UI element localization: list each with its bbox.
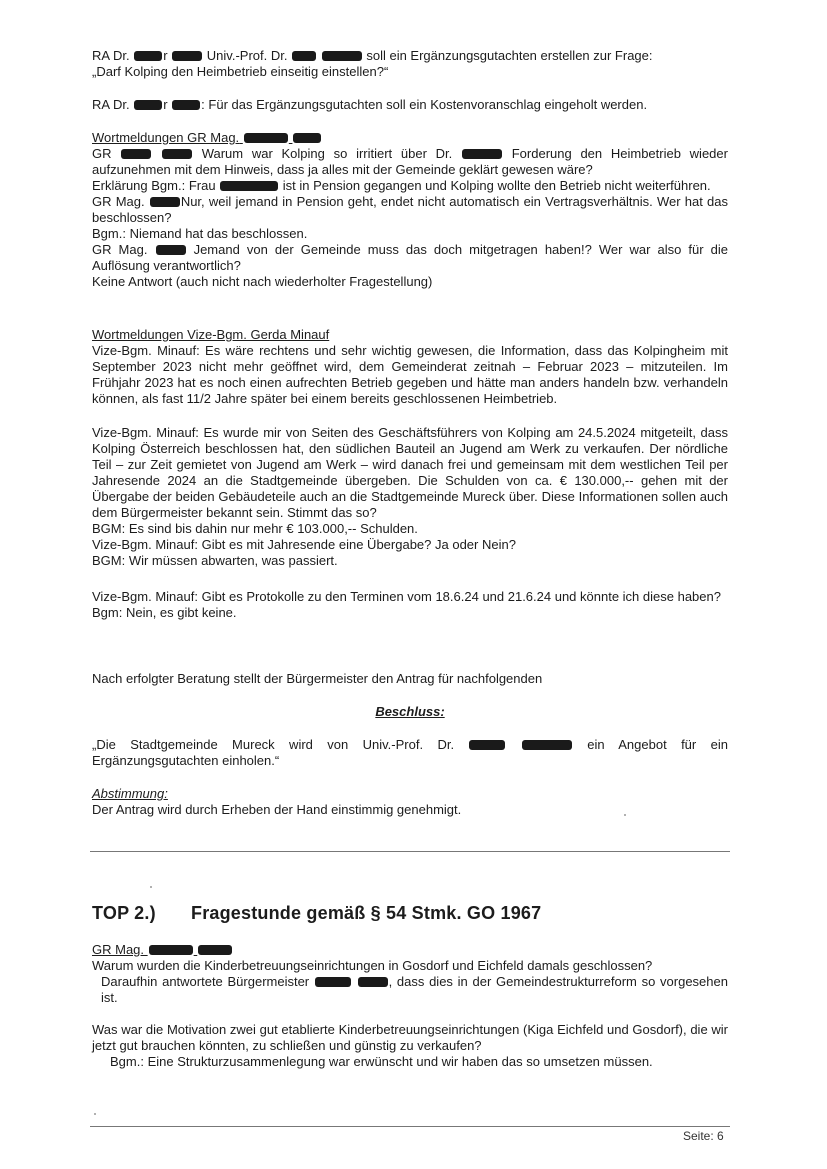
ra-paragraph-2 xyxy=(92,97,728,113)
text: ist in Pension gegangen und Kolping wollte den Betrieb nicht weiterführen. xyxy=(282,178,711,193)
text: : Für das Ergänzungsgutachten soll ein Kostenvoranschlag eingeholt werden. xyxy=(201,97,648,112)
beratung-text: Nach erfolgter Beratung stellt der Bürgermeister den Antrag für nachfolgenden xyxy=(92,671,543,686)
answer: BGM: Es sind bis dahin nur mehr € 103.000,-- Schulden. xyxy=(92,521,418,536)
question: Warum wurden die Kinderbetreuungseinrichtungen in Gosdorf und Eichfeld damals geschlossen? xyxy=(92,958,653,973)
answer: Bgm.: Eine Strukturzusammenlegung war erwünscht und wir haben das so umsetzen müssen. xyxy=(110,1054,653,1069)
answer: Keine Antwort (auch nicht nach wiederholter Fragestellung) xyxy=(92,274,433,289)
redaction xyxy=(134,51,162,61)
redaction xyxy=(172,100,200,110)
question: Was war die Motivation zwei gut etablierte Kinderbetreuungseinrichtungen (Kiga Eichfeld und Gosdorf), die wir jetzt gut brauchen könnten, zu schließen und günstig zu verkaufen? xyxy=(92,1022,728,1053)
text: Forderung den Heimbetrieb wieder aufzunehmen mit dem Hinweis, dass ja alles mit der Gemeinde geklärt gewesen wäre? xyxy=(92,146,728,177)
redaction xyxy=(315,977,351,987)
redaction xyxy=(522,740,572,750)
page-number: Seite: 6 xyxy=(683,1129,724,1143)
wortmeldungen-gr-section xyxy=(92,130,728,290)
quote: „Darf Kolping den Heimbetrieb einseitig einstellen?“ xyxy=(92,64,389,79)
redaction xyxy=(358,977,388,987)
text: , dass dies in der Gemeindestrukturreform so vorgesehen ist. xyxy=(101,974,728,1005)
text: Daraufhin antwortete Bürgermeister xyxy=(101,974,310,989)
text: r xyxy=(163,48,168,63)
divider xyxy=(90,851,730,852)
top2-heading xyxy=(92,903,541,924)
redaction xyxy=(162,149,192,159)
ra-paragraph-1 xyxy=(92,48,728,80)
text: r xyxy=(163,97,168,112)
beschluss-text xyxy=(92,737,728,769)
section-heading: Wortmeldungen Vize-Bgm. Gerda Minauf xyxy=(92,327,330,342)
wortmeldungen-vize-section xyxy=(92,327,728,407)
question: Vize-Bgm. Minauf: Gibt es mit Jahresende eine Übergabe? Ja oder Nein? xyxy=(92,537,516,552)
paragraph: Vize-Bgm. Minauf: Es wurde mir von Seiten des Geschäftsführers von Kolping am 24.5.2024 mitgeteilt, dass Kolping Österreich beschlossen hat, den südlichen Bauteil an Jugend am Werk zu verkaufen. Der nördliche Teil – zur Zeit gemietet von Jugend am Werk – wird danach frei und gemeinsam mit dem westlichen Teil per Jahresende 2024 an die Stadtgemeinde übergeben. Die Schulden von ca. € 130.000,-- gehen mit der Übergabe der beiden Gebäudeteile auch an die Stadtgemeinde Mureck über. Diese Informationen sollen auch dem Bürgermeister bekannt sein. Stimmt das so? xyxy=(92,425,728,520)
text: GR Mag. xyxy=(92,194,145,209)
paragraph: Vize-Bgm. Minauf: Es wäre rechtens und sehr wichtig gewesen, die Information, dass das Kolpingheim mit September 2023 nicht mehr geöffnet wird, dem Gemeinderat zeitnah – Februar 2023 – mitzuteilen. Im Frühjahr 2023 hat es noch einen aufrechten Betrieb gegeben und hätte man anders handeln bzw. verhandeln können, als fast 11/2 Jahre später bei einem bereits geschlossenen Heimbetrieb. xyxy=(92,343,728,406)
text: Warum war Kolping so irritiert über Dr. xyxy=(201,146,453,161)
redaction xyxy=(121,149,151,159)
answer: Bgm.: Niemand hat das beschlossen. xyxy=(92,226,308,241)
section-heading: Wortmeldungen GR Mag. xyxy=(92,130,728,146)
scan-speck xyxy=(150,886,152,888)
text: Erklärung Bgm.: Frau xyxy=(92,178,216,193)
scan-speck xyxy=(94,1113,96,1115)
section-heading: GR Mag. xyxy=(92,942,728,958)
footer-divider xyxy=(90,1126,730,1127)
text: GR xyxy=(92,146,112,161)
text: RA Dr. xyxy=(92,97,130,112)
redaction xyxy=(469,740,505,750)
text: soll ein Ergänzungsgutachten erstellen zur Frage: xyxy=(366,48,653,63)
redaction xyxy=(172,51,202,61)
redaction xyxy=(322,51,362,61)
abstimmung-title: Abstimmung: xyxy=(92,786,168,801)
text: Univ.-Prof. Dr. xyxy=(206,48,288,63)
top-number: TOP 2.) xyxy=(92,903,156,923)
top-title: Fragestunde gemäß § 54 Stmk. GO 1967 xyxy=(191,903,542,923)
fragestunde-section xyxy=(92,942,728,1006)
redaction xyxy=(198,945,232,955)
abstimmung-text: Der Antrag wird durch Erheben der Hand einstimmig genehmigt. xyxy=(92,802,462,817)
abstimmung xyxy=(92,786,728,818)
text: Jemand von der Gemeinde muss das doch mitgetragen haben!? Wer war also für die Auflösung verantwortlich? xyxy=(92,242,728,273)
redaction xyxy=(293,133,321,143)
answer: BGM: Wir müssen abwarten, was passiert. xyxy=(92,553,338,568)
redaction xyxy=(150,197,180,207)
redaction xyxy=(156,245,186,255)
question: Vize-Bgm. Minauf: Gibt es Protokolle zu den Terminen vom 18.6.24 und 21.6.24 und könnte ich diese haben? xyxy=(92,589,721,604)
scan-speck xyxy=(624,814,626,816)
text: Nur, weil jemand in Pension geht, endet nicht automatisch ein Vertragsverhältnis. Wer hat das beschlossen? xyxy=(92,194,728,225)
redaction xyxy=(244,133,288,143)
beschluss-title: Beschluss: xyxy=(375,704,445,719)
redaction xyxy=(149,945,193,955)
redaction xyxy=(462,149,502,159)
answer: Bgm: Nein, es gibt keine. xyxy=(92,605,237,620)
text: RA Dr. xyxy=(92,48,130,63)
redaction xyxy=(134,100,162,110)
fragestunde-question-2 xyxy=(92,1022,728,1070)
redaction xyxy=(220,181,278,191)
text: GR Mag. xyxy=(92,242,148,257)
text: „Die Stadtgemeinde Mureck wird von Univ.-Prof. Dr. xyxy=(92,737,455,752)
redaction xyxy=(292,51,316,61)
text: ein Angebot für ein Ergänzungsgutachten einholen.“ xyxy=(92,737,728,768)
vize-paragraph-3 xyxy=(92,589,728,621)
vize-paragraph-2 xyxy=(92,425,728,569)
